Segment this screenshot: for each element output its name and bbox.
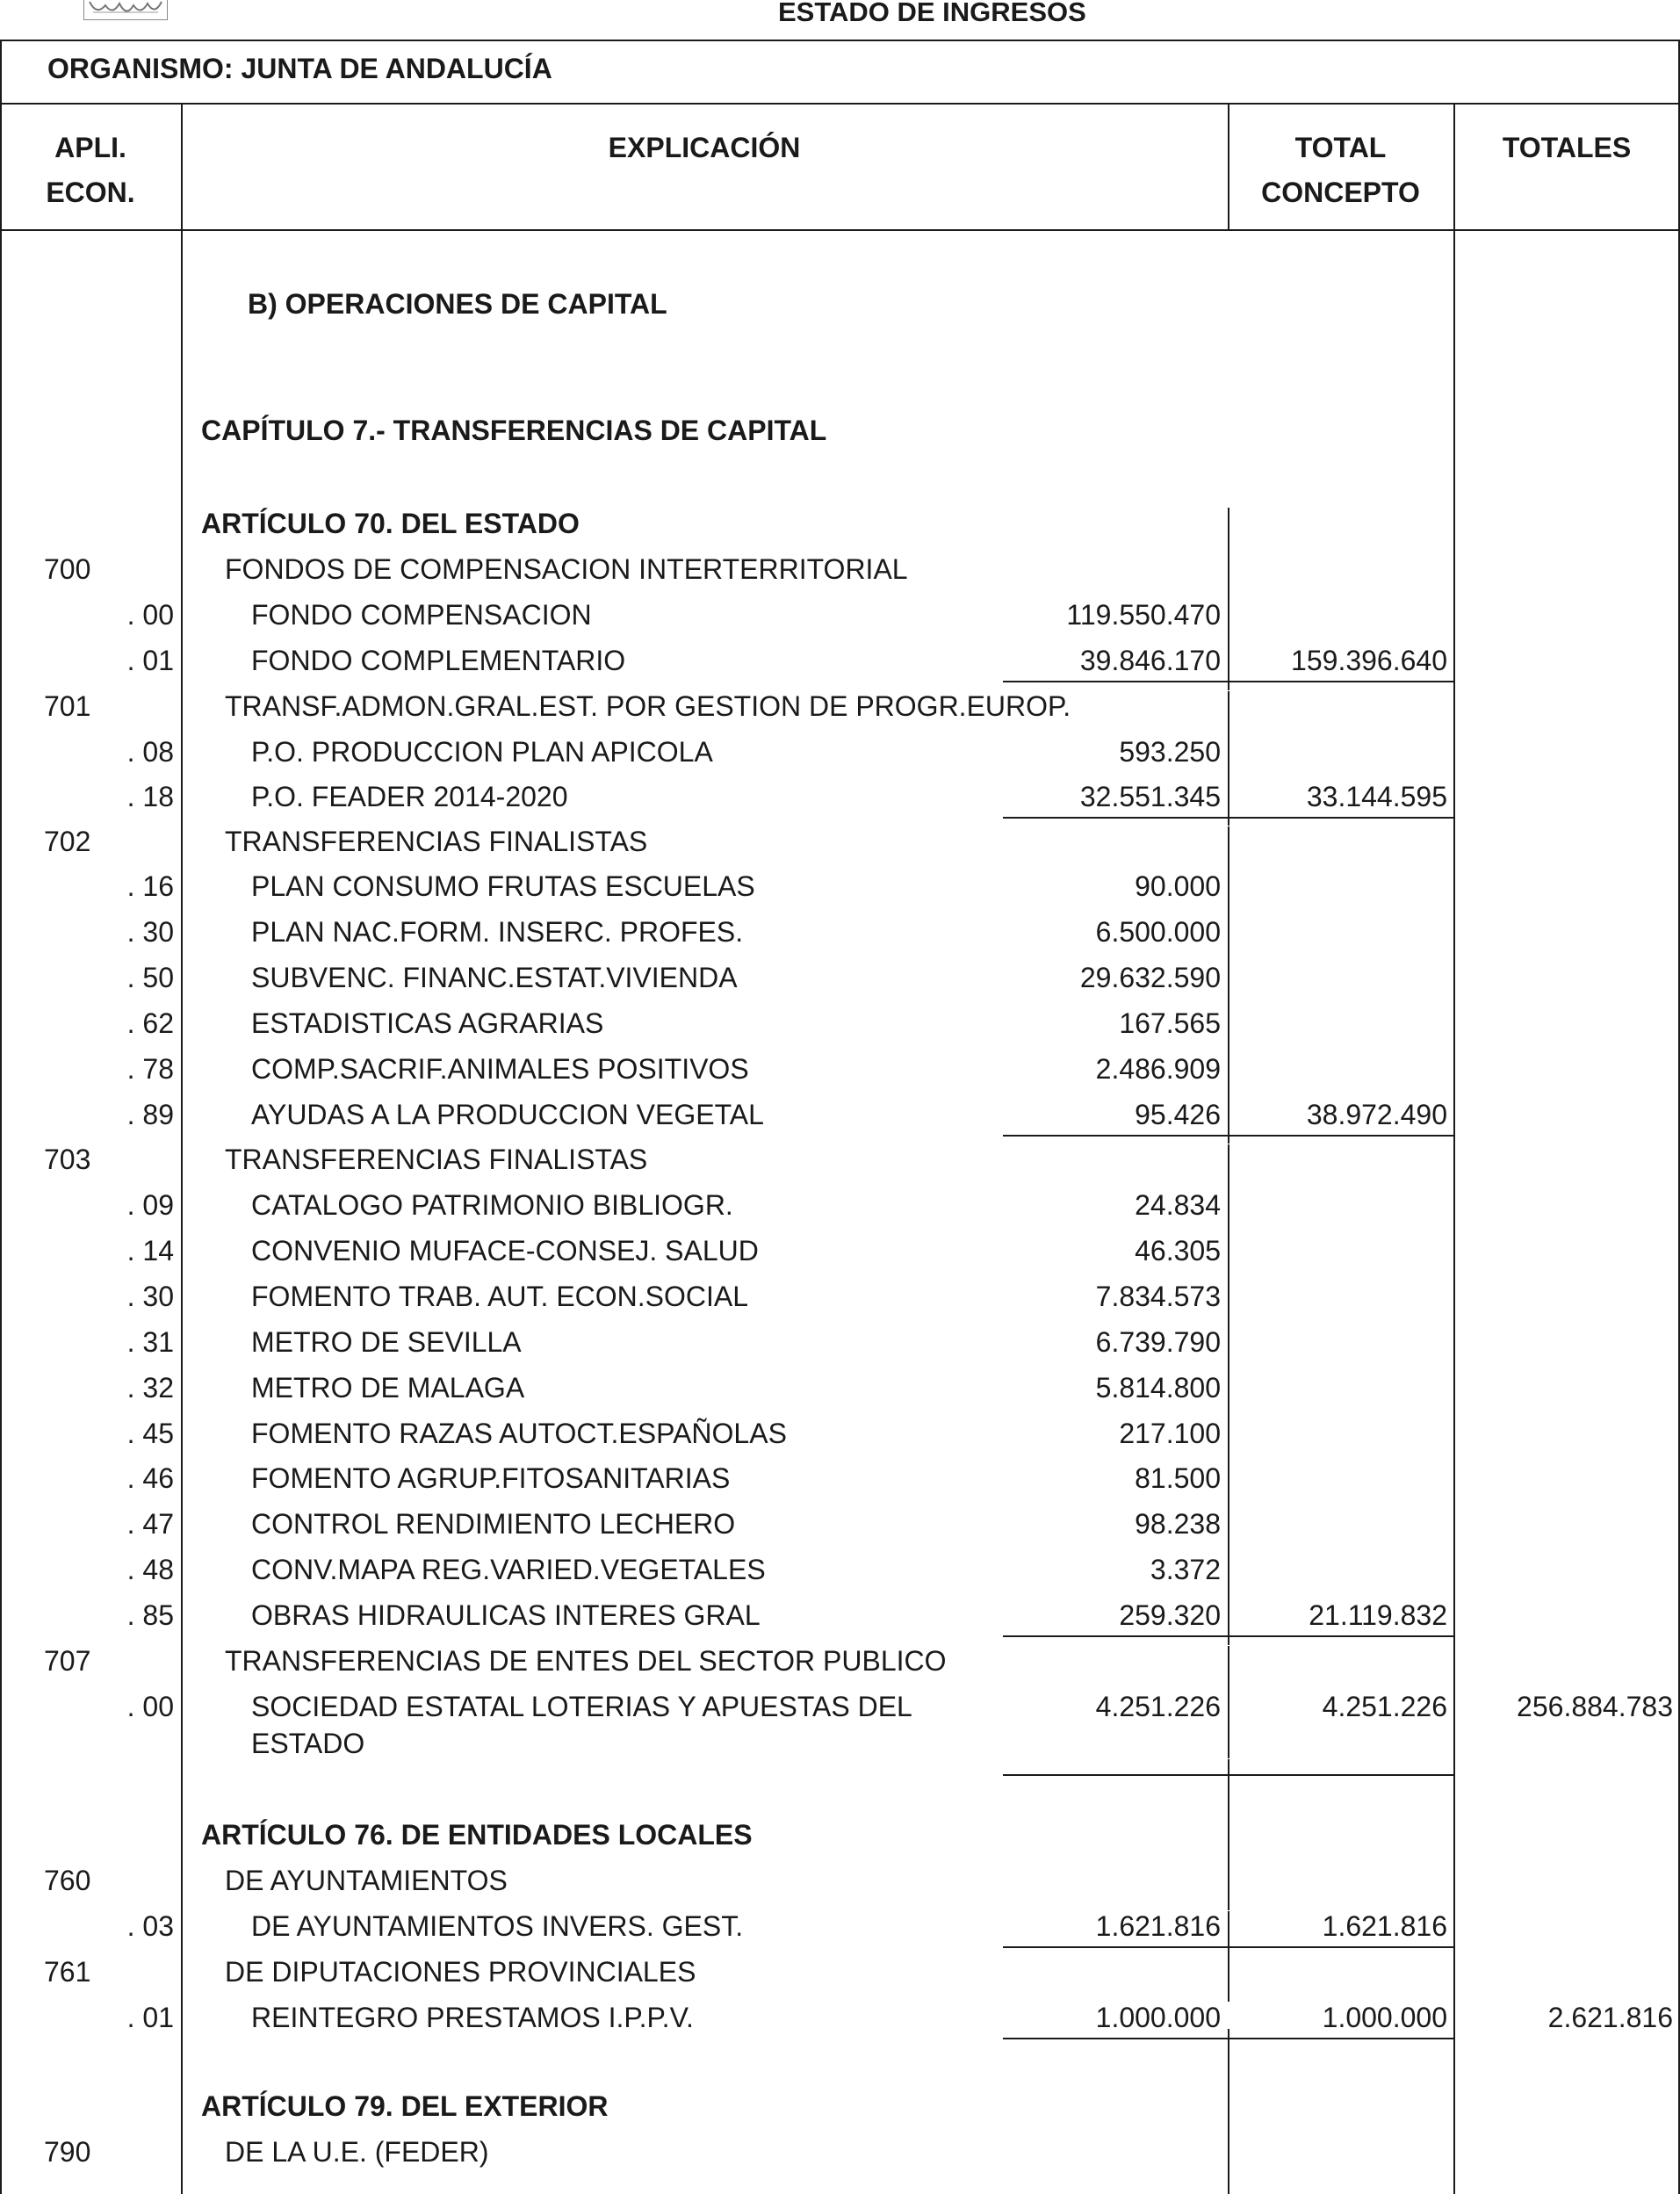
item-label: FONDO COMPENSACION [251, 599, 592, 631]
subtotal-underline [1003, 817, 1454, 819]
item-amount: 98.238 [1135, 1508, 1221, 1540]
item-amount: 593.250 [1119, 736, 1221, 768]
concept-label: DE DIPUTACIONES PROVINCIALES [225, 1956, 696, 1988]
item-label: ESTADISTICAS AGRARIAS [251, 1007, 604, 1039]
subconcept-code: . 09 [126, 1189, 174, 1221]
item-label: CONVENIO MUFACE-CONSEJ. SALUD [251, 1235, 759, 1267]
totales-value: 256.884.783 [1517, 1691, 1673, 1722]
subtotal-underline [1003, 1946, 1454, 1948]
col-divider-totalconcepto [1453, 103, 1455, 2194]
section-heading: B) OPERACIONES DE CAPITAL [248, 288, 667, 320]
subconcept-code: . 00 [126, 1691, 174, 1722]
subconcept-code: . 14 [126, 1235, 174, 1267]
subtotal-underline [1003, 2038, 1454, 2039]
item-label: FOMENTO AGRUP.FITOSANITARIAS [251, 1462, 731, 1494]
subconcept-code: . 85 [126, 1599, 174, 1631]
item-amount: 3.372 [1150, 1554, 1221, 1585]
organismo-label: ORGANISMO: JUNTA DE ANDALUCÍA [47, 53, 552, 84]
item-label: CONV.MAPA REG.VARIED.VEGETALES [251, 1554, 766, 1585]
item-label: FOMENTO TRAB. AUT. ECON.SOCIAL [251, 1281, 749, 1312]
subconcept-code: . 18 [126, 781, 174, 812]
item-label: DE AYUNTAMIENTOS INVERS. GEST. [251, 1910, 744, 1942]
item-amount: 24.834 [1135, 1189, 1221, 1221]
col-header-totales: TOTALES [1502, 132, 1632, 163]
item-label: METRO DE MALAGA [251, 1372, 525, 1404]
coat-of-arms-logo [83, 0, 168, 20]
item-amount: 217.100 [1119, 1418, 1221, 1449]
subconcept-code: . 30 [126, 1281, 174, 1312]
table-left-border [0, 40, 2, 2194]
item-label: CONTROL RENDIMIENTO LECHERO [251, 1508, 736, 1540]
organismo-divider [0, 103, 1680, 105]
item-amount: 6.500.000 [1095, 916, 1221, 948]
concept-label: FONDOS DE COMPENSACION INTERTERRITORIAL [225, 553, 908, 585]
item-amount: 46.305 [1135, 1235, 1221, 1267]
concept-label: TRANSFERENCIAS FINALISTAS [225, 1144, 648, 1175]
subconcept-code: . 50 [126, 962, 174, 993]
col-header-apli-line2: ECON. [46, 177, 135, 208]
subtotal-underline [1003, 1635, 1454, 1637]
item-label: CATALOGO PATRIMONIO BIBLIOGR. [251, 1189, 733, 1221]
col-header-explicacion: EXPLICACIÓN [608, 132, 801, 163]
col-header-apli [0, 132, 181, 209]
concept-label: TRANSFERENCIAS FINALISTAS [225, 826, 648, 857]
col-divider-apli [181, 103, 183, 2194]
concept-code: 703 [44, 1144, 91, 1175]
chapter-heading: CAPÍTULO 7.- TRANSFERENCIAS DE CAPITAL [201, 415, 827, 446]
concept-code: 761 [44, 1956, 91, 1988]
subconcept-code: . 45 [126, 1418, 174, 1449]
subconcept-code: . 01 [126, 645, 174, 676]
item-amount: 7.834.573 [1095, 1281, 1221, 1312]
item-label: REINTEGRO PRESTAMOS I.P.P.V. [251, 2002, 694, 2033]
amount-col-divider-segment [1228, 1144, 1229, 1645]
item-amount: 29.632.590 [1079, 962, 1221, 993]
concept-label: DE LA U.E. (FEDER) [225, 2136, 489, 2168]
item-label: SUBVENC. FINANC.ESTAT.VIVIENDA [251, 962, 738, 993]
item-amount: 1.000.000 [1095, 2002, 1221, 2033]
article-heading: ARTÍCULO 79. DEL EXTERIOR [201, 2090, 609, 2122]
item-label: PLAN NAC.FORM. INSERC. PROFES. [251, 916, 744, 948]
total-concepto-value: 159.396.640 [1291, 645, 1447, 676]
subtotal-underline [1003, 681, 1454, 682]
totales-value: 2.621.816 [1547, 2002, 1673, 2033]
item-amount: 2.486.909 [1095, 1053, 1221, 1085]
subconcept-code: . 48 [126, 1554, 174, 1585]
subconcept-code: . 47 [126, 1508, 174, 1540]
item-amount: 5.814.800 [1095, 1372, 1221, 1404]
col-header-total-concepto [1228, 132, 1453, 209]
subconcept-code: . 31 [126, 1326, 174, 1358]
item-amount: 4.251.226 [1095, 1691, 1221, 1722]
total-concepto-value: 1.621.816 [1322, 1910, 1447, 1942]
subtotal-underline [1003, 1774, 1454, 1776]
amount-col-divider-segment [1228, 826, 1229, 1144]
item-label: PLAN CONSUMO FRUTAS ESCUELAS [251, 870, 755, 902]
concept-code: 760 [44, 1865, 91, 1896]
subconcept-code: . 30 [126, 916, 174, 948]
total-concepto-value: 4.251.226 [1322, 1691, 1447, 1722]
item-amount: 259.320 [1119, 1599, 1221, 1631]
subconcept-code: . 00 [126, 599, 174, 631]
col-header-total-concepto-line1: TOTAL [1294, 132, 1387, 163]
item-label: METRO DE SEVILLA [251, 1326, 522, 1358]
item-label: FONDO COMPLEMENTARIO [251, 645, 626, 676]
concept-code: 700 [44, 553, 91, 585]
item-label: AYUDAS A LA PRODUCCION VEGETAL [251, 1099, 764, 1130]
item-amount: 167.565 [1119, 1007, 1221, 1039]
subconcept-code: . 32 [126, 1372, 174, 1404]
item-label: FOMENTO RAZAS AUTOCT.ESPAÑOLAS [251, 1418, 787, 1449]
document-title: ESTADO DE INGRESOS [778, 0, 1086, 27]
concept-label: DE AYUNTAMIENTOS [225, 1865, 508, 1896]
subconcept-code: . 01 [126, 2002, 174, 2033]
subconcept-code: . 16 [126, 870, 174, 902]
subtotal-underline [1003, 1135, 1454, 1137]
total-concepto-value: 1.000.000 [1322, 2002, 1447, 2033]
table-top-border [0, 40, 1680, 41]
total-concepto-value: 33.144.595 [1306, 781, 1447, 812]
subconcept-code: . 46 [126, 1462, 174, 1494]
header-bottom-border [0, 229, 1680, 231]
subconcept-code: . 08 [126, 736, 174, 768]
amount-col-divider-segment [1228, 1759, 1229, 1910]
concept-label: TRANSFERENCIAS DE ENTES DEL SECTOR PUBLICO [225, 1645, 947, 1677]
item-amount: 6.739.790 [1095, 1326, 1221, 1358]
subconcept-code: . 78 [126, 1053, 174, 1085]
amount-col-divider-segment [1228, 2029, 1229, 2194]
item-label: COMP.SACRIF.ANIMALES POSITIVOS [251, 1053, 749, 1085]
subconcept-code: . 89 [126, 1099, 174, 1130]
article-heading: ARTÍCULO 76. DE ENTIDADES LOCALES [201, 1819, 753, 1851]
col-header-apli-line1: APLI. [54, 132, 126, 163]
item-label: SOCIEDAD ESTATAL LOTERIAS Y APUESTAS DEL [251, 1691, 912, 1722]
item-label: P.O. PRODUCCION PLAN APICOLA [251, 736, 713, 768]
item-label: P.O. FEADER 2014-2020 [251, 781, 568, 812]
concept-label: TRANSF.ADMON.GRAL.EST. POR GESTION DE PROGR.EUROP. [225, 690, 1071, 722]
item-amount: 1.621.816 [1095, 1910, 1221, 1942]
col-header-total-concepto-line2: CONCEPTO [1261, 177, 1420, 208]
concept-code: 790 [44, 2136, 91, 2168]
concept-code: 702 [44, 826, 91, 857]
total-concepto-value: 38.972.490 [1306, 1099, 1447, 1130]
concept-code: 701 [44, 690, 91, 722]
item-label: OBRAS HIDRAULICAS INTERES GRAL [251, 1599, 761, 1631]
item-label-continued: ESTADO [251, 1728, 365, 1759]
item-amount: 39.846.170 [1079, 645, 1221, 676]
subconcept-code: . 62 [126, 1007, 174, 1039]
item-amount: 95.426 [1135, 1099, 1221, 1130]
item-amount: 81.500 [1135, 1462, 1221, 1494]
total-concepto-value: 21.119.832 [1309, 1599, 1447, 1631]
item-amount: 119.550.470 [1066, 599, 1221, 631]
concept-code: 707 [44, 1645, 91, 1677]
item-amount: 90.000 [1135, 870, 1221, 902]
subconcept-code: . 03 [126, 1910, 174, 1942]
article-heading: ARTÍCULO 70. DEL ESTADO [201, 508, 580, 539]
item-amount: 32.551.345 [1079, 781, 1221, 812]
